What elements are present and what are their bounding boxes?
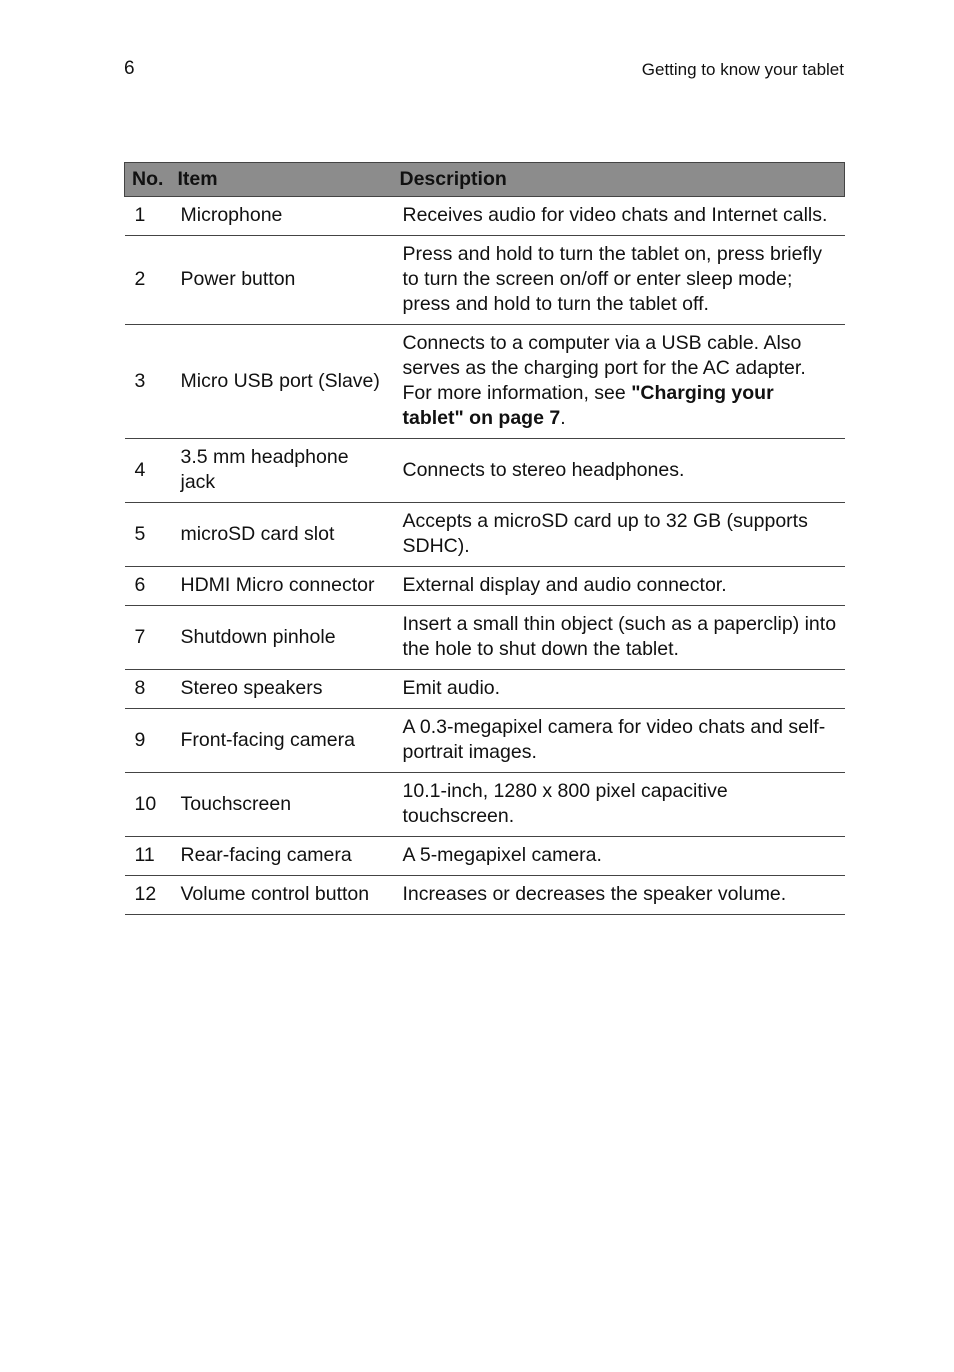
row-item: Microphone (171, 197, 393, 236)
table-row (125, 439, 845, 503)
table-row (125, 709, 845, 773)
description-text: Connects to a computer via a USB cable. Also serves as the charging port for the AC adapter. For more information, see (402, 332, 806, 404)
table-row (125, 876, 845, 915)
row-description: Accepts a microSD card up to 32 GB (supports SDHC). (393, 503, 845, 567)
row-item: Volume control button (171, 876, 393, 915)
row-description: External display and audio connector. (393, 567, 845, 606)
description-end: . (560, 407, 566, 429)
running-header: Getting to know your tablet (641, 60, 844, 79)
page-number: 6 (124, 58, 135, 79)
table-row (125, 236, 845, 325)
table-header-row (125, 163, 845, 197)
row-number: 1 (125, 197, 171, 236)
row-number: 12 (125, 876, 171, 915)
cross-reference-link: "Charging your tablet" on page 7 (402, 382, 774, 429)
row-item: microSD card slot (171, 503, 393, 567)
row-item: 3.5 mm headphone jack (171, 439, 393, 503)
table-row (125, 325, 845, 439)
row-item: Micro USB port (Slave) (171, 325, 393, 439)
row-number: 8 (125, 670, 171, 709)
row-number: 3 (125, 325, 171, 439)
row-number: 5 (125, 503, 171, 567)
row-item: Power button (171, 236, 393, 325)
table-row (125, 567, 845, 606)
table-row (125, 197, 845, 236)
row-description: A 5-megapixel camera. (393, 837, 845, 876)
row-number: 6 (125, 567, 171, 606)
table-row (125, 606, 845, 670)
row-description: Insert a small thin object (such as a paperclip) into the hole to shut down the tablet. (393, 606, 845, 670)
row-number: 10 (125, 773, 171, 837)
row-description: Increases or decreases the speaker volume. (393, 876, 845, 915)
table-row (125, 670, 845, 709)
row-description: Emit audio. (393, 670, 845, 709)
table-row (125, 503, 845, 567)
row-item: HDMI Micro connector (171, 567, 393, 606)
table-row (125, 773, 845, 837)
row-number: 9 (125, 709, 171, 773)
row-number: 2 (125, 236, 171, 325)
row-description: A 0.3-megapixel camera for video chats and self-portrait images. (393, 709, 845, 773)
table-row (125, 837, 845, 876)
column-header-item: Item (171, 163, 393, 197)
row-item: Front-facing camera (171, 709, 393, 773)
row-description (393, 325, 845, 439)
column-header-description: Description (393, 163, 845, 197)
row-description: Press and hold to turn the tablet on, press briefly to turn the screen on/off or enter sleep mode; press and hold to turn the tablet off. (393, 236, 845, 325)
row-number: 4 (125, 439, 171, 503)
column-header-no: No. (125, 163, 171, 197)
row-item: Stereo speakers (171, 670, 393, 709)
row-number: 11 (125, 837, 171, 876)
row-description: Receives audio for video chats and Internet calls. (393, 197, 845, 236)
row-item: Touchscreen (171, 773, 393, 837)
components-table (124, 162, 845, 915)
row-description: 10.1-inch, 1280 x 800 pixel capacitive touchscreen. (393, 773, 845, 837)
row-item: Rear-facing camera (171, 837, 393, 876)
row-item: Shutdown pinhole (171, 606, 393, 670)
row-number: 7 (125, 606, 171, 670)
row-description: Connects to stereo headphones. (393, 439, 845, 503)
